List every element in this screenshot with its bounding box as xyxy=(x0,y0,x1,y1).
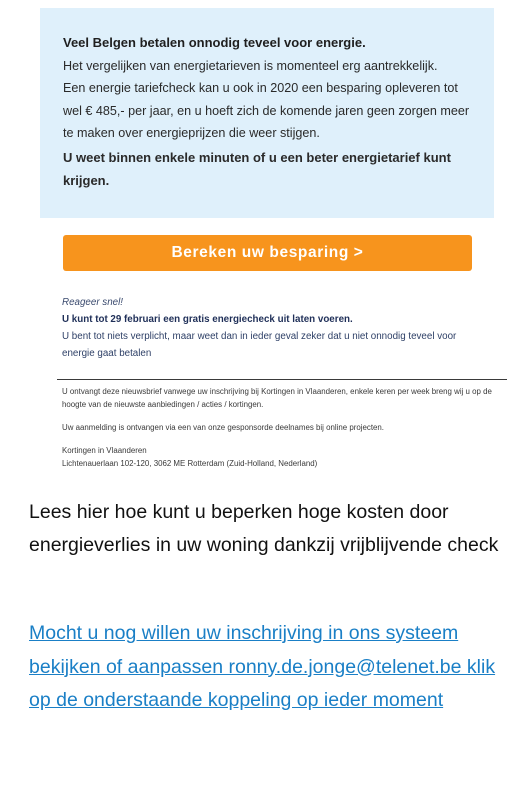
disclaimer-text: U bent tot niets verplicht, maar weet dan in ieder geval zeker dat u niet onnodig teveel voor energie gaat betalen xyxy=(62,331,457,359)
signup-notice: Uw aanmelding is ontvangen via een van onze gesponsorde deelnames bij online projecten. xyxy=(62,423,384,432)
body-paragraph: Lees hier hoe kunt u beperken hoge kosten door energieverlies in uw woning dankzij vrijblijvende check xyxy=(29,501,499,556)
newsletter-notice: U ontvangt deze nieuwsbrief vanwege uw inschrijving bij Kortingen in Vlaanderen, enkele keren per week breng wij u op de hoogte van de nieuwste aanbiedingen / acties / kortingen. xyxy=(62,387,492,409)
notice-block xyxy=(62,294,482,362)
offer-text: U kunt tot 29 februari een gratis energiecheck uit laten voeren. xyxy=(62,314,353,325)
urgent-label: Reageer snel! xyxy=(62,297,123,308)
company-address: Lichtenauerlaan 102-120, 3062 ME Rotterdam (Zuid-Holland, Nederland) xyxy=(62,459,318,468)
promo-line-1: Het vergelijken van energietarieven is momenteel erg aantrekkelijk. xyxy=(63,58,438,73)
company-name: Kortingen in Vlaanderen xyxy=(62,446,147,455)
subscription-link[interactable]: Mocht u nog willen uw inschrijving in ons systeem bekijken of aanpassen ronny.de.jonge@telenet.be klik op de onderstaande koppeling op ieder moment xyxy=(29,622,496,711)
divider xyxy=(57,379,507,380)
calculate-savings-button[interactable]: Bereken uw besparing > xyxy=(63,235,472,271)
email-footer xyxy=(62,385,502,470)
promo-headline: Veel Belgen betalen onnodig teveel voor energie. xyxy=(63,35,366,50)
promo-cta-text: U weet binnen enkele minuten of u een beter energietarief kunt krijgen. xyxy=(63,149,451,188)
promo-box xyxy=(40,8,494,218)
promo-line-2: Een energie tariefcheck kan u ook in 2020 een besparing opleveren tot wel € 485,- per jaar, en u hoeft zich de komende jaren geen zorgen meer te maken over energieprijzen die weer stijgen. xyxy=(63,81,470,140)
